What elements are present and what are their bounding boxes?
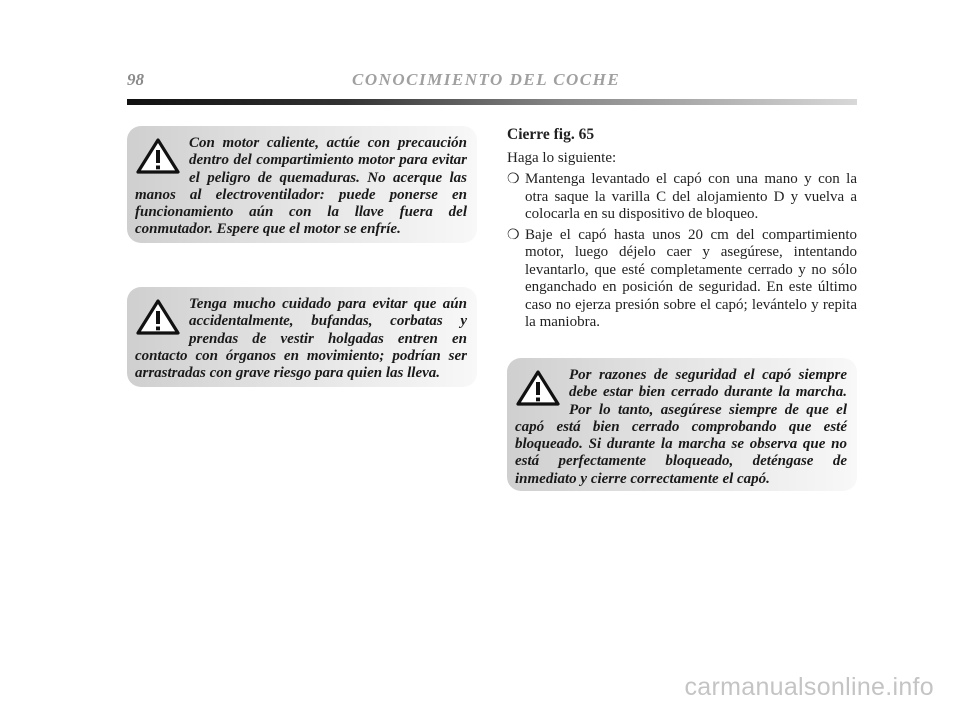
bullet-circle-icon: ❍	[507, 227, 520, 243]
list-item-text: Baje el capó hasta unos 20 cm del compartimiento motor, luego déjelo caer y asegúrese, intentando levantarlo, que esté completamente cerrado y no sólo enganchado en posición de seguridad. En este último caso no ejerza presión sobre el capó; levántelo y repita la maniobra.	[525, 226, 857, 330]
warning-text: Por razones de seguridad el capó siempre debe estar bien cerrado durante la marcha. Por lo tanto, asegúrese siempre de que el capó está bien cerrado comprobando que esté bloqueado. Si durante la marcha se observa que no está perfectamente bloqueado, deténgase de inmediato y cierre correctamente el capó.	[515, 367, 847, 487]
warning-triangle-icon	[135, 137, 183, 177]
instruction-list	[507, 171, 857, 332]
warning-box-clothing	[127, 287, 477, 387]
list-item-text: Mantenga levantado el capó con una mano y con la otra saque la varilla C del alojamiento D y vuelva a colocarla en su dispositivo de bloqueo.	[525, 171, 857, 222]
warning-box-hood-closed	[507, 358, 857, 491]
bullet-circle-icon: ❍	[507, 172, 520, 187]
list-item	[507, 171, 857, 224]
page-header-title: CONOCIMIENTO DEL COCHE	[352, 70, 621, 89]
warning-text: Con motor caliente, actúe con precaución dentro del compartimiento motor para evitar el peligro de quemaduras. No acerque las manos al electroventilador: puede ponerse en funcionamiento aún con la llave fuera del conmutador. Espere que el motor se enfríe.	[135, 135, 467, 238]
page-number: 98	[127, 70, 144, 89]
watermark: carmanualsonline.info	[684, 673, 934, 701]
list-item	[507, 227, 857, 332]
warning-triangle-icon	[515, 369, 563, 409]
header-rule	[127, 99, 857, 105]
section-title: Cierre fig. 65	[507, 126, 595, 143]
warning-text: Tenga mucho cuidado para evitar que aún accidentalmente, bufandas, corbatas y prendas de vestir holgadas entren en contacto con órganos en movimiento; podrían ser arrastradas con grave riesgo para quien las lleva.	[135, 296, 467, 382]
closing-instructions	[507, 126, 857, 335]
warning-box-hot-engine	[127, 126, 477, 243]
section-intro: Haga lo siguiente:	[507, 149, 617, 166]
warning-triangle-icon	[135, 298, 183, 338]
